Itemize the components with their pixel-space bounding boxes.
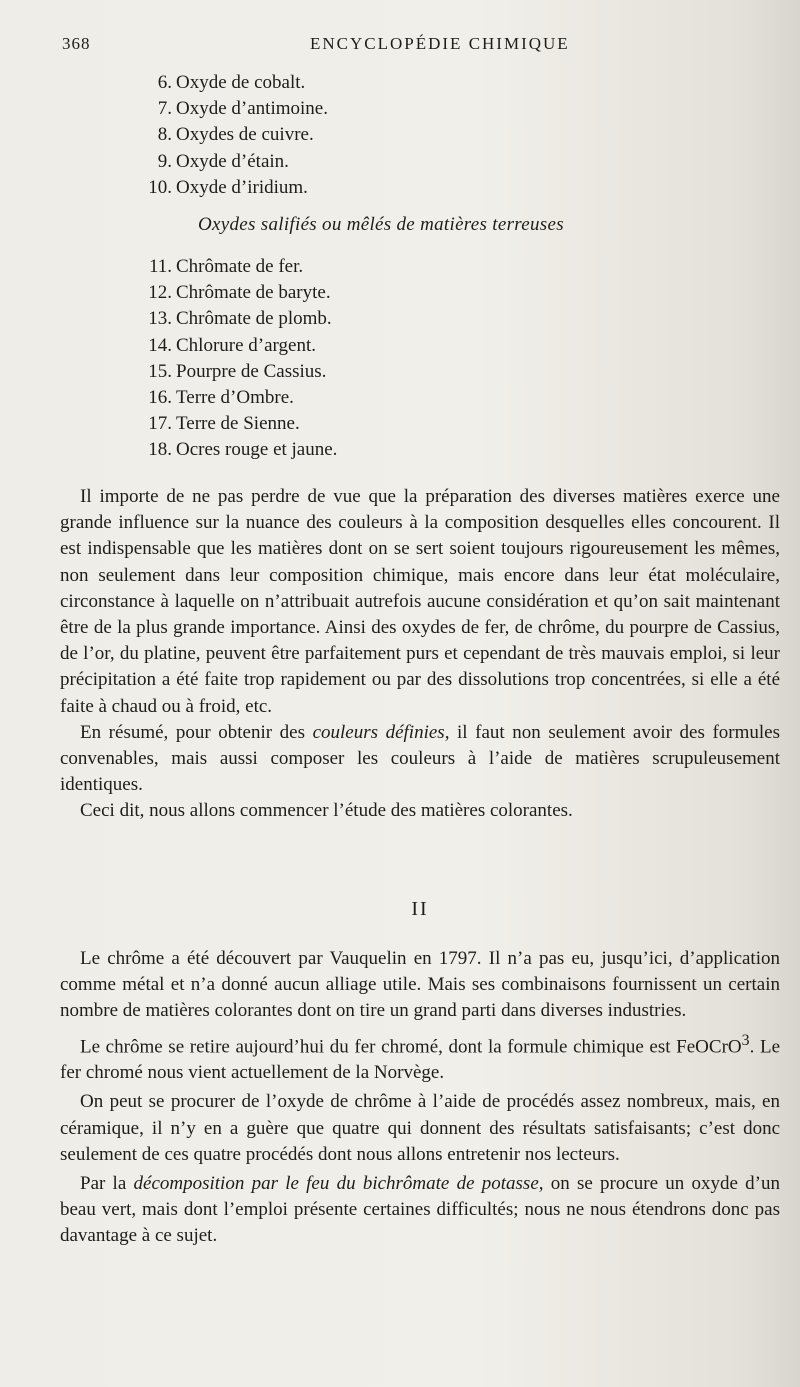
paragraph: On peut se procurer de l’oxyde de chrôme à l’aide de procédés assez nombreux, mais, en céramique, il n’y en a guère que quatre qui donnent des résultats satisfaisants; c’est donc seulement de ces quatre procédés dont nous allons entretenir nos lecteurs. [60, 1091, 780, 1165]
list-item: 18. Ocres rouge et jaune. [148, 439, 338, 461]
list-item: 15. Pourpre de Cassius. [148, 360, 327, 382]
paragraph: Le chrôme se retire aujourd’hui du fer chromé, dont la formule chimique est FeOCrO$^3$. Le fer chromé nous vient actuellement de la Norvège. [60, 1031, 780, 1084]
list-item: 7. Oxyde d’antimoine. [157, 98, 328, 120]
list-item: 17. Terre de Sienne. [148, 413, 300, 435]
list-item: 9. Oxyde d’étain. [157, 150, 289, 172]
paragraph: Le chrôme a été découvert par Vauquelin en 1797. Il n’a pas eu, jusqu’ici, d’application comme métal et n’a donné aucun alliage utile. Mais ses combinaisons fournissent un certain nombre de matières colorantes dont on tire un grand parti dans diverses industries. [60, 948, 780, 1022]
list-item: 8. Oxydes de cuivre. [157, 124, 314, 146]
paragraph: Par la décomposition par le feu du bichrômate de potasse, on se procure un oxyde d’un beau vert, mais dont l’emploi présente certaines difficultés; nous ne nous étendrons donc pas davantage à ce sujet. [60, 1172, 781, 1247]
list-item: 16. Terre d’Ombre. [148, 387, 294, 409]
list-item: 11. Chrômate de fer. [148, 256, 304, 277]
body-text-part-2 [60, 946, 780, 1253]
page-number: 368 [62, 34, 91, 53]
list-item: 6. Oxyde de cobalt. [157, 72, 306, 93]
list-item: 14. Chlorure d’argent. [148, 334, 316, 356]
list-item: 13. Chrômate de plomb. [148, 308, 332, 330]
running-title: ENCYCLOPÉDIE CHIMIQUE [310, 34, 570, 53]
salified-oxide-list [120, 254, 337, 464]
section-number: II [411, 898, 429, 920]
paragraph: En résumé, pour obtenir des couleurs définies, il faut non seulement avoir des formules convenables, mais aussi composer les couleurs à l’aide de matières scrupuleusement identiques. [60, 721, 780, 796]
paragraph: Il importe de ne pas perdre de vue que la préparation des diverses matières exerce une grande influence sur la nuance des couleurs à la composition desquelles elles concourent. Il est indispensable que les matières dont on se sert soient toujours rigoureusement les mêmes, non seulement dans leur composition chimique, mais encore dans leur état moléculaire, circonstance à laquelle on n’attribuait autrefois aucune considération et qu’on sait maintenant être de la plus grande importance. Ainsi des oxydes de fer, de chrôme, du pourpre de Cassius, de l’or, du platine, peuvent être parfaitement purs et cependant de très mauvais emploi, si leur précipitation a été faite trop rapidement ou par des dissolutions trop concentrées, si elle a été faite à chaud ou à froid, etc. [60, 486, 780, 717]
oxide-list [120, 70, 328, 201]
paragraph: Ceci dit, nous allons commencer l’étude des matières colorantes. [80, 800, 573, 822]
body-text-part-1 [60, 484, 780, 825]
section-subheading: Oxydes salifiés ou mêlés de matières terreuses [198, 214, 564, 235]
list-item: 10. Oxyde d’iridium. [148, 176, 308, 198]
list-item: 12. Chrômate de baryte. [148, 282, 331, 304]
